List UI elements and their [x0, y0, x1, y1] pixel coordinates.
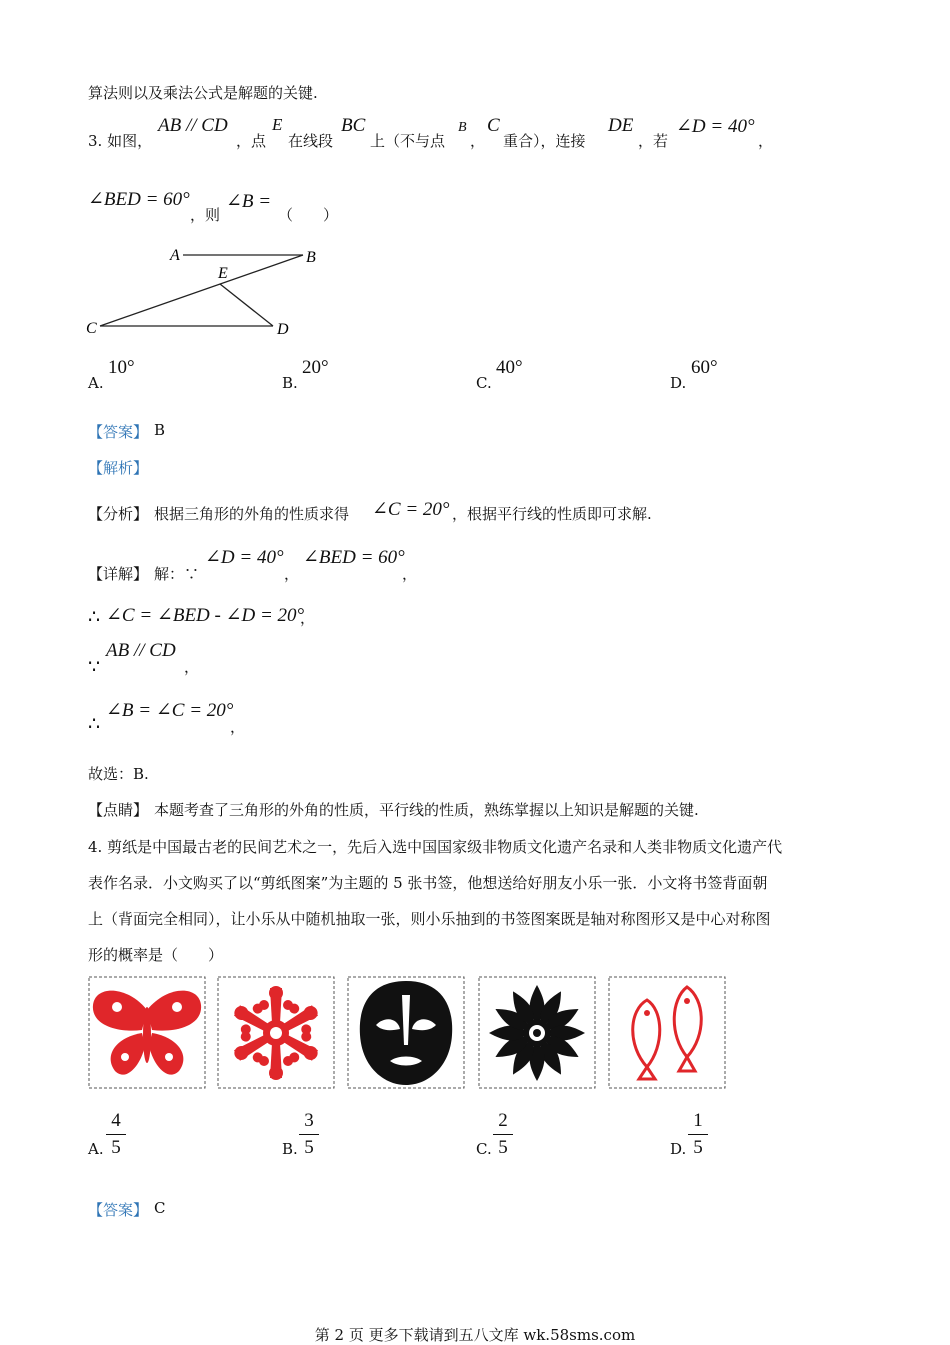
therefore-symbol: ∴ [88, 714, 101, 735]
option-b-value: 20° [302, 357, 329, 378]
snowflake-papercut-image [216, 975, 336, 1090]
fraction-2-5 [493, 1110, 513, 1159]
segment-bc [100, 255, 303, 326]
q4-line: 上（背面完全相同），让小乐从中随机抽取一张，则小乐抽到的书签图案既是轴对称图形又是中心对称图 [88, 910, 771, 928]
math-e: E [272, 115, 283, 134]
math-ab-parallel-cd: AB // CD [158, 115, 228, 136]
q3-text: ， [758, 132, 774, 150]
label-d: D [277, 321, 289, 338]
option-c-label: C. [476, 1140, 492, 1158]
q3-text: ，点 [236, 132, 267, 150]
segment-ed [220, 284, 273, 326]
q3-paren: （ ） [278, 206, 339, 224]
detail-text: ， [300, 609, 316, 627]
math-angle-d-40: ∠D = 40° [205, 547, 284, 568]
answer-value: C [154, 1199, 166, 1217]
option-b-label: B. [282, 374, 298, 392]
dianjing-tag: 【点睛】 [88, 801, 149, 819]
q3-text: ， [470, 132, 486, 150]
detail-text: ， [402, 565, 418, 583]
math-step3: AB // CD [106, 640, 176, 661]
option-a-label: A. [88, 374, 104, 392]
q3-text: 上（不与点 [370, 132, 446, 150]
numerator: 3 [304, 1110, 314, 1131]
math-angle-bed-60: ∠BED = 60° [303, 547, 405, 568]
page-footer: 第 2 页 更多下载请到五八文库 wk.58sms.com [314, 1326, 636, 1344]
q3-text: 在线段 [288, 132, 334, 150]
option-b-label: B. [282, 1140, 298, 1158]
math-angle-d: ∠D = 40° [676, 116, 755, 137]
fenxi-text: ，根据平行线的性质即可求解. [452, 505, 652, 523]
answer-tag: 【答案】 [88, 1201, 149, 1219]
option-d-label: D. [670, 1140, 687, 1158]
option-a-label: A. [88, 1140, 104, 1158]
fenxi-tag: 【分析】 [88, 505, 149, 523]
math-angle-bed: ∠BED = 60° [88, 189, 190, 210]
butterfly-papercut-image [87, 975, 207, 1090]
fraction-1-5 [688, 1110, 708, 1159]
q3-number: 3. 如图， [88, 132, 153, 150]
math-step4: ∠B = ∠C = 20° [106, 700, 234, 721]
numerator: 2 [498, 1110, 508, 1131]
option-d-label: D. [670, 374, 687, 392]
label-e: E [218, 265, 228, 282]
math-b: B [458, 120, 467, 135]
math-angle-b: ∠B = [226, 191, 272, 212]
fraction-3-5 [299, 1110, 319, 1159]
answer-tag: 【答案】 [88, 423, 149, 441]
math-angle-c-20: ∠C = 20° [372, 499, 450, 520]
denominator: 5 [693, 1137, 703, 1158]
text-line: 算法则以及乘法公式是解题的关键. [88, 84, 318, 102]
fenxi-text: 根据三角形的外角的性质求得 [154, 505, 350, 523]
q3-text: ，若 [638, 132, 669, 150]
option-c-label: C. [476, 374, 492, 392]
math-de: DE [608, 115, 634, 136]
opera-mask-papercut-image [346, 975, 466, 1090]
q4-line: 4. 剪纸是中国最古老的民间艺术之一，先后入选中国国家级非物质文化遗产名录和人类非物质文化遗产代 [88, 838, 783, 856]
fish-papercut-image [607, 975, 727, 1090]
answer-value: B [154, 421, 166, 439]
mandala-papercut-image [477, 975, 597, 1090]
detail-text: ， [284, 565, 300, 583]
denominator: 5 [498, 1137, 508, 1158]
detail-text: ， [230, 718, 246, 736]
q3-text: ，则 [190, 206, 221, 224]
numerator: 4 [111, 1110, 121, 1131]
option-c-value: 40° [496, 357, 523, 378]
analysis-tag: 【解析】 [88, 459, 149, 477]
detail-text: 解：∵ [154, 565, 200, 583]
label-a: A [170, 247, 180, 264]
dianjing-text: 本题考查了三角形的外角的性质，平行线的性质，熟练掌握以上知识是解题的关键. [154, 801, 699, 819]
label-b: B [306, 249, 316, 266]
option-d-value: 60° [691, 357, 718, 378]
math-c: C [487, 115, 500, 136]
label-c: C [86, 320, 97, 337]
detail-text: ， [184, 658, 200, 676]
math-step2: ∠C = ∠BED - ∠D = 20° [106, 605, 305, 626]
denominator: 5 [304, 1137, 314, 1158]
detail-tag: 【详解】 [88, 565, 149, 583]
q4-line: 表作名录．小文购买了以“剪纸图案”为主题的 5 张书签，他想送给好朋友小乐一张．小文将书签背面朝 [88, 874, 768, 892]
q3-text: 重合），连接 [503, 132, 586, 150]
geometry-figure [80, 240, 340, 345]
option-a-value: 10° [108, 357, 135, 378]
denominator: 5 [111, 1137, 121, 1158]
q4-line: 形的概率是（ ） [88, 946, 224, 964]
math-bc: BC [341, 115, 366, 136]
because-symbol: ∵ [88, 657, 101, 678]
numerator: 1 [693, 1110, 703, 1131]
fraction-4-5 [106, 1110, 126, 1159]
choose-text: 故选：B. [88, 765, 149, 783]
therefore-symbol: ∴ [88, 607, 101, 628]
